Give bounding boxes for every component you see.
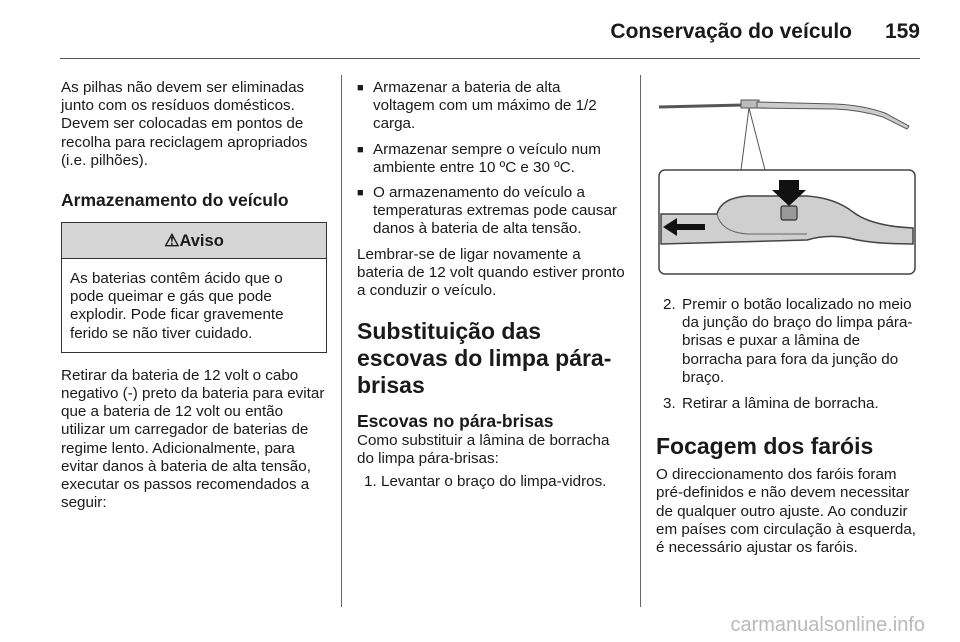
running-header: Conservação do veículo [610,20,852,43]
storage-heading: Armazenamento do veículo [61,190,289,211]
wiper-intro-text: Como substituir a lâmina de borracha do limpa pára-brisas: [357,432,610,468]
wiper-arm-overview [659,100,909,129]
list-item: ■ Armazenar a bateria de alta voltagem com um máximo de 1/2 carga. [357,79,597,133]
warning-title: Aviso [179,232,224,251]
headlight-heading: Focagem dos faróis [656,433,874,460]
wiper-section-heading: Substituição das escovas do limpa pára-brisas [357,318,612,399]
headlight-text: O direccionamento dos faróis foram pré-definidos e não devem necessitar de qualquer outro ajuste. Ao conduzir em países com circulação à esquerda, é necessário ajustar os faróis. [656,466,917,557]
page-number: 159 [884,20,920,43]
warning-triangle-icon: ⚠ [164,231,180,251]
bullet-square-icon: ■ [357,143,364,156]
column-divider [640,75,641,607]
header-rule [60,58,920,59]
bullet-square-icon: ■ [357,187,364,200]
wiper-blades-heading: Escovas no pára-brisas [357,411,554,432]
bullet-square-icon: ■ [357,82,364,94]
reconnect-text: Lembrar-se de ligar novamente a bateria de 12 volt quando estiver pronto a conduzir o veículo. [357,245,625,300]
warning-text: As baterias contêm ácido que o pode queimar e gás que pode explodir. Pode ficar gravemente ferido se não tiver cuidado. [70,270,284,342]
column-left [61,79,327,512]
release-button [781,206,797,220]
battery-disconnect-text: Retirar da bateria de 12 volt o cabo negativo (-) preto da bateria para evitar que a bateria de 12 volt ou então utilizar um carregador de baterias de regime lento. Adicionalmente, para evitar danos à bateria de alta tensão, executar os passos recomendados a seguir: [61,366,325,512]
column-middle [357,79,625,499]
warning-header [62,223,326,259]
watermark: carmanualsonline.info [730,614,925,636]
list-item: ■ Armazenar sempre o veículo num ambiente entre 10 ºC e 30 ºC. [357,140,601,176]
list-item: 1. Levantar o braço do limpa-vidros. [364,472,607,490]
column-divider [341,75,342,607]
column-right [656,296,922,557]
warning-box [61,222,327,353]
list-item: ■ O armazenamento do veículo a temperaturas extremas pode causar danos à bateria de alta tensão. [357,184,617,238]
list-item: 3. Retirar a lâmina de borracha. [663,395,879,413]
wiper-illustration [657,88,917,278]
list-item: 2. Premir o botão localizado no meio da junção do braço do limpa pára-brisas e puxar a lâmina de borracha para fora da junção do braço. [663,296,913,386]
battery-disposal-text: As pilhas não devem ser eliminadas junto com os resíduos domésticos. Devem ser colocadas em pontos de recolha para reciclagem apropriados (i.e. pilhões). [61,79,308,169]
